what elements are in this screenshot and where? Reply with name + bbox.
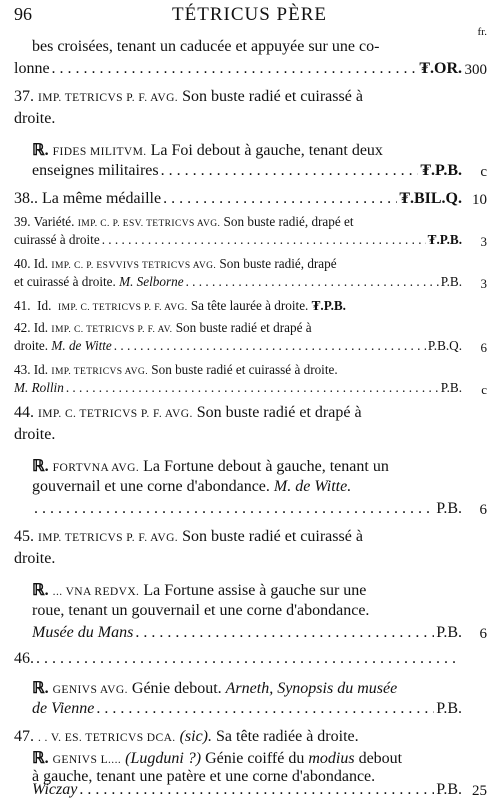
text-line: Musée du Mans . . . P.B. [32,624,462,646]
text-line: . . . P.B. [32,500,462,522]
column-label: fr. [477,26,487,38]
rarity-value: 3 [480,234,487,249]
entry-42: 42. Id. IMP. C. TETRICVS P. F. AV. Son buste radié et drapé à [14,320,312,335]
text-line: de Vienne . . . P.B. [32,700,462,722]
entry-37: 37. IMP. TETRICVS P. F. AVG. Son buste radié et cuirassé à [14,88,363,105]
text-line: lonne . . . ₮.OR. [14,60,462,82]
entry-45: 45. IMP. TETRICVS P. F. AVG. Son buste radié et cuirassé à [14,528,363,545]
text-line: enseignes militaires . . . ₮.P.B. [32,162,462,184]
entry-43: 43. Id. IMP. TETRICVS AVG. Son buste radié et cuirassé à droite. [14,362,338,377]
rarity-value: c [481,382,487,397]
page-number: 96 [14,4,32,24]
reverse-47: ℝ. GENIVS L.... (Lugduni ?) Génie coiffé du modius debout [32,750,403,767]
rarity-value: 3 [480,276,487,291]
reverse-37: ℝ. FIDES MILITVM. La Foi debout à gauche, tenant deux [32,142,383,159]
text-line: bes croisées, tenant un caducée et appuyée sur une co- [32,38,380,55]
reverse-45: ℝ. ... VNA REDVX. La Fortune assise à gauche sur une [32,582,367,599]
text-line: cuirassé à droite . . . ₮.P.B. [14,232,462,254]
text-line: roue, tenant un gouvernail et une corne d'abondance. [32,602,370,619]
entry-47: 47. . . V. ES. TETRICVS DCA. (sic). Sa tête radiée à droite. [14,728,359,745]
text-line: gouvernail et une corne d'abondance. M. de Witte. [32,478,352,495]
entry-40: 40. Id. IMP. C. P. ESVVIVS TETRICVS AVG. Son buste radié, drapé [14,256,337,271]
text-line: et cuirassé à droite. M. Selborne . . . P.B. [14,274,462,296]
rarity-value: 6 [479,626,487,642]
entry-44: 44. IMP. C. TETRICVS P. F. AVG. Son buste radié et drapé à [14,404,362,421]
rarity-value: 10 [472,192,487,208]
entry-38: 38.. La même médaille . . . ₮.BIL.Q. [14,190,462,212]
reverse-46: ℝ. GENIVS AVG. Génie debout. Arneth, Synopsis du musée [32,680,398,697]
owner-line-47: Wiczay . . . P.B. [32,781,462,803]
text-line: à gauche, tenant une patère et une corne d'abondance. [32,768,376,785]
reverse-44: ℝ. FORTVNA AVG. La Fortune debout à gauche, tenant un [32,458,389,475]
text-line: M. Rollin . . . P.B. [14,380,462,402]
page-title: TÉTRICUS PÈRE [172,4,327,25]
running-header [0,4,499,26]
entry-39: 39. Variété. IMP. C. P. ESV. TETRICVS AVG. Son buste radié, drapé et [14,214,354,229]
rarity-value: 300 [464,62,487,78]
rarity-value: 6 [479,502,487,518]
rarity-value: 25 [472,783,487,799]
text-line: droite. M. de Witte . . . P.B.Q. [14,338,462,360]
rarity-value: 6 [480,340,487,355]
text-line: droite. [14,550,56,567]
entry-41: 41. Id. IMP. C. TETRICVS P. F. AVG. Sa tête laurée à droite. ₮.P.B. [14,298,346,313]
text-line: droite. [14,110,56,127]
rarity-value: c [480,164,487,180]
entry-46: 46. . . . [14,650,462,672]
text-line: droite. [14,426,56,443]
